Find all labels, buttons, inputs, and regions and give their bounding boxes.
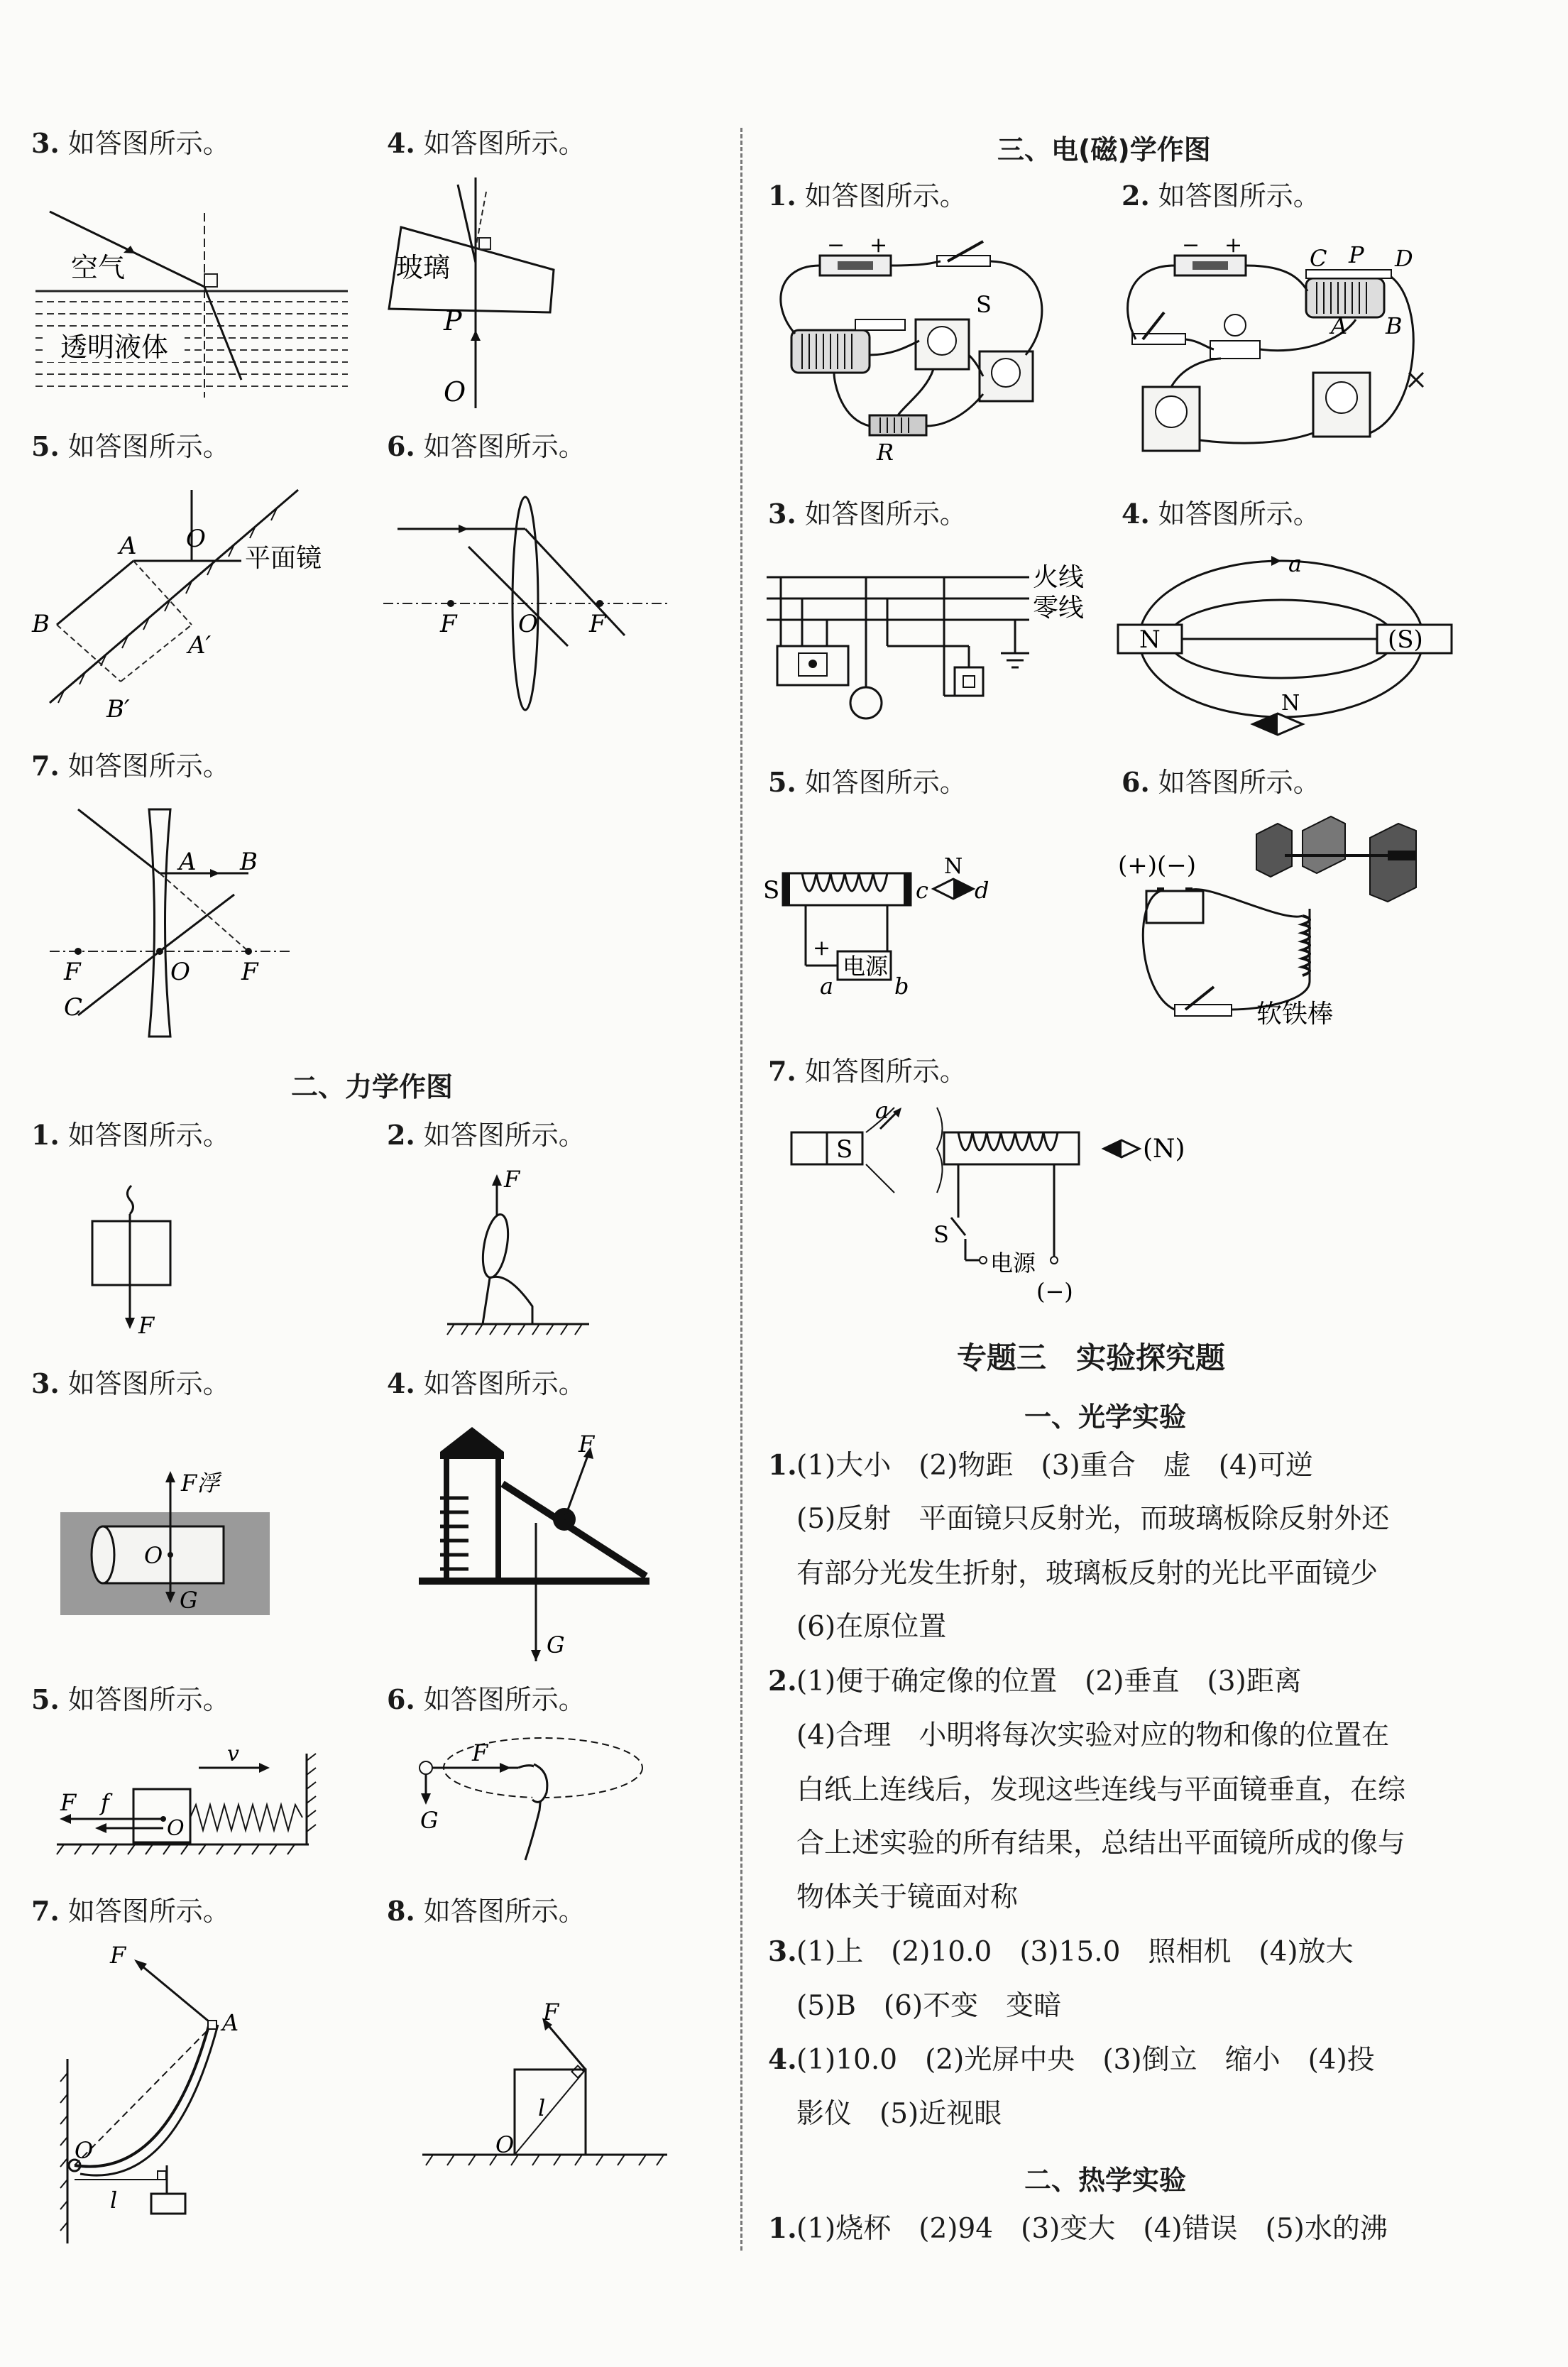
item-em-1: 1. 如答图所示。 [768,180,967,212]
svg-text:−: − [827,233,845,258]
item-em-2: 2. 如答图所示。 [1122,180,1320,212]
svg-text:F: F [60,1789,77,1816]
refraction-diagram-liquid [28,199,355,398]
answer-line: (6)在原位置 [796,1611,947,1643]
item-mech-1: 1. 如答图所示。 [31,1119,230,1151]
svg-text:G: G [420,1807,439,1834]
item-optics-6: 6. 如答图所示。 [387,430,586,462]
item-mech-3: 3. 如答图所示。 [31,1367,230,1399]
svg-text:P: P [444,305,462,337]
item-mech-2: 2. 如答图所示。 [387,1119,586,1151]
answer-line: (5)B (6)不变 变暗 [796,1990,1062,2022]
svg-text:N: N [1281,691,1300,716]
svg-text:v: v [227,1742,239,1766]
svg-text:A: A [119,532,137,560]
svg-text:a: a [1288,550,1303,577]
hanging-block-diagram [85,1179,227,1342]
answer-line: (1)上 (2)10.0 (3)15.0 照相机 (4)放大 [796,1936,1354,1968]
spring-block-diagram [57,1739,334,1860]
svg-text:O: O [444,376,466,408]
svg-text:(S): (S) [1388,625,1423,654]
svg-text:A: A [222,2009,239,2036]
svg-text:G: G [547,1631,565,1658]
svg-text:电源: 电源 [843,953,889,980]
column-divider [740,128,742,2251]
svg-text:(+)(−): (+)(−) [1118,851,1197,880]
answer-line: 物体关于镜面对称 [796,1881,1019,1913]
svg-text:(−): (−) [1036,1278,1073,1305]
answer-line: (5)反射 平面镜只反射光，而玻璃板除反射外还 [796,1503,1390,1535]
answer-line: (1)10.0 (2)光屏中央 (3)倒立 缩小 (4)投 [796,2044,1375,2076]
svg-text:D: D [1395,245,1413,272]
svg-text:C: C [64,993,83,1022]
svg-text:l: l [538,2094,546,2121]
item-em-4: 4. 如答图所示。 [1122,498,1320,530]
item-em-5: 5. 如答图所示。 [768,766,967,798]
svg-text:O: O [167,1816,185,1841]
svg-text:F: F [504,1166,520,1193]
plane-mirror-diagram [28,483,362,738]
svg-text:S: S [763,876,780,904]
optics-exp-num-1: 1. [768,1449,797,1482]
answer-line: 白纸上连线后，发现这些连线与平面镜垂直，在综 [796,1774,1406,1806]
section-title-mechanics: 二、力学作图 [291,1071,454,1103]
thermal-num-1: 1. [768,2212,797,2245]
section-title-em: 三、电(磁)学作图 [997,134,1211,165]
svg-text:软铁棒: 软铁棒 [1256,1000,1334,1029]
svg-text:O: O [75,2137,94,2164]
lever-crane-diagram [60,1942,287,2243]
answer-line: (1)大小 (2)物距 (3)重合 虚 (4)可逆 [796,1450,1313,1482]
svg-text:A′: A′ [188,631,212,660]
svg-text:N: N [944,854,963,879]
bar-magnet-field-diagram [1118,547,1452,745]
svg-text:F: F [110,1942,126,1969]
optics-exp-num-2: 2. [768,1665,797,1698]
item-optics-5: 5. 如答图所示。 [31,430,230,462]
svg-text:l: l [110,2187,118,2214]
svg-text:F: F [543,1999,559,2026]
svg-text:c: c [916,877,928,904]
svg-text:O: O [495,2131,515,2158]
buoyancy-diagram [60,1455,273,1619]
svg-text:O: O [170,958,190,986]
magnet-switch-solenoid-diagram [788,1093,1242,1306]
answer-line: 有部分光发生折射，玻璃板反射的光比平面镜少 [796,1558,1378,1590]
svg-text:S: S [933,1221,949,1248]
svg-text:F: F [138,1312,155,1339]
svg-text:玻璃: 玻璃 [396,252,451,283]
household-circuit-diagram [767,554,1100,738]
svg-text:O: O [186,525,206,553]
svg-text:A: A [179,848,197,876]
svg-text:B: B [1386,312,1403,339]
svg-text:N: N [1139,625,1161,654]
section-title-optics-exp: 一、光学实验 [1024,1401,1187,1433]
svg-text:+: + [1224,233,1243,258]
answer-line: (1)便于确定像的位置 (2)垂直 (3)距离 [796,1666,1302,1698]
optics-exp-num-4: 4. [768,2043,797,2076]
circuit-2-diagram [1114,234,1441,469]
section-title-thermal: 二、热学实验 [1024,2165,1187,2196]
item-optics-3: 3. 如答图所示。 [31,127,230,159]
svg-text:(N): (N) [1143,1135,1185,1164]
answer-line: 影仪 (5)近视眼 [796,2098,1002,2130]
svg-text:d: d [975,877,989,904]
convex-lens-diagram [383,497,681,724]
svg-text:f: f [101,1789,109,1816]
svg-text:+: + [813,936,831,961]
svg-text:C: C [1310,245,1327,272]
answer-line: (1)烧杯 (2)94 (3)变大 (4)错误 (5)水的沸 [796,2213,1388,2245]
circular-motion-diagram [412,1732,646,1874]
svg-text:−: − [1182,233,1200,258]
concave-lens-diagram [28,802,327,1044]
svg-text:P: P [1349,241,1364,268]
svg-text:F: F [241,958,258,986]
topic-title: 专题三 实验探究题 [957,1340,1226,1375]
answer-line: (4)合理 小明将每次实验对应的物和像的位置在 [796,1720,1390,1751]
arm-force-diagram [440,1164,610,1349]
item-mech-7: 7. 如答图所示。 [31,1895,230,1927]
svg-text:B: B [240,848,258,876]
svg-text:S: S [836,1135,853,1164]
circuit-1-diagram [763,234,1068,469]
item-em-6: 6. 如答图所示。 [1122,766,1320,798]
svg-text:O: O [144,1542,163,1569]
svg-text:S: S [976,291,992,318]
item-optics-7: 7. 如答图所示。 [31,750,230,782]
solenoid-compass-diagram [763,852,1075,1001]
item-optics-4: 4. 如答图所示。 [387,127,586,159]
block-tipping-diagram [412,1999,674,2187]
svg-text:F: F [579,1431,595,1458]
svg-text:F: F [589,610,606,638]
optics-exp-num-3: 3. [768,1935,797,1968]
svg-text:a: a [875,1097,889,1124]
item-mech-5: 5. 如答图所示。 [31,1683,230,1715]
svg-text:F浮: F浮 [181,1470,220,1497]
answer-line: 合上述实验的所有结果，总结出平面镜所成的像与 [796,1827,1406,1859]
item-mech-4: 4. 如答图所示。 [387,1367,586,1399]
svg-text:O: O [518,610,538,638]
item-mech-6: 6. 如答图所示。 [387,1683,586,1715]
svg-text:零线: 零线 [1033,594,1085,623]
svg-text:平面镜: 平面镜 [245,544,322,573]
svg-text:R: R [877,439,894,466]
svg-text:a: a [820,973,834,1000]
svg-text:透明液体: 透明液体 [60,332,169,363]
refraction-diagram-glass [383,170,568,412]
svg-text:F: F [64,958,81,986]
item-em-7: 7. 如答图所示。 [768,1055,967,1087]
svg-text:F: F [440,610,457,638]
svg-text:F: F [472,1739,488,1766]
slide-diagram [419,1420,660,1661]
svg-text:b: b [894,973,909,1000]
svg-text:B: B [32,610,50,638]
svg-text:火线: 火线 [1033,563,1085,592]
item-mech-8: 8. 如答图所示。 [387,1895,586,1927]
svg-text:G: G [180,1587,198,1614]
svg-text:B′: B′ [106,695,130,723]
item-em-3: 3. 如答图所示。 [768,498,967,530]
svg-text:电源: 电源 [990,1250,1036,1277]
svg-text:A: A [1331,312,1348,339]
svg-text:空气: 空气 [71,252,126,283]
electromagnet-diagram [1118,816,1452,1037]
svg-text:+: + [870,233,888,258]
